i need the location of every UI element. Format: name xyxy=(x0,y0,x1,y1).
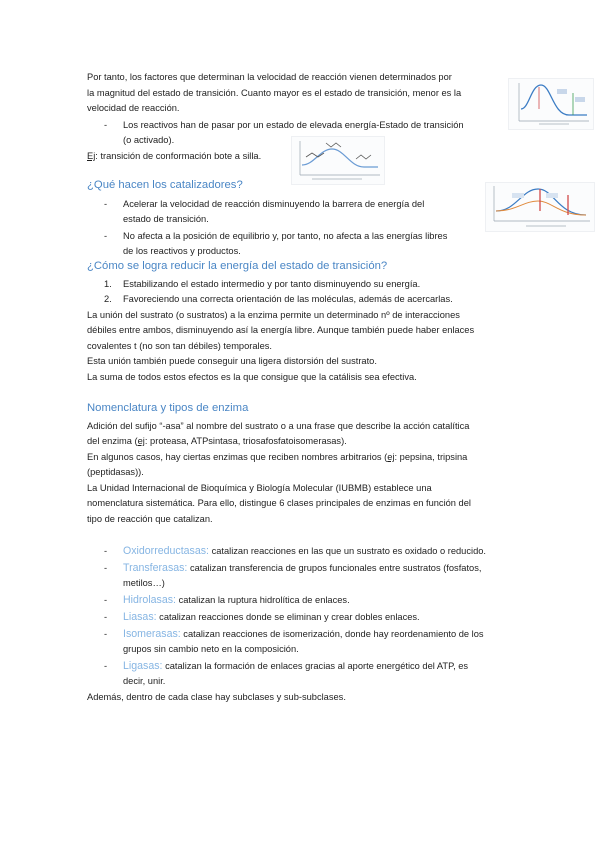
class-name: Ligasas: xyxy=(123,660,163,672)
arbitrary-names-post: : pepsina, tripsina xyxy=(394,452,468,462)
bullet-dash: - xyxy=(104,629,108,639)
iubmb-line-3: tipo de reacción que catalizan. xyxy=(87,514,213,524)
catalysis-energy-graphic xyxy=(486,183,594,231)
figure-boat-chair xyxy=(291,136,385,185)
example-label: Ej xyxy=(87,151,96,161)
binding-line-5: La suma de todos estos efectos es la que consigue que la catálisis sea efectiva. xyxy=(87,372,417,382)
intro-line-2: la magnitud del estado de transición. Cuanto mayor es el estado de transición, menor es la xyxy=(87,88,462,98)
example-boat-chair xyxy=(87,149,261,165)
class-name: Transferasas: xyxy=(123,562,188,574)
ordered-item-1: Estabilizando el estado intermedio y por tanto disminuyendo su energía. xyxy=(123,279,421,289)
example-label: ej xyxy=(387,452,395,462)
nomenclature-line-2 xyxy=(87,434,347,450)
bullet-dash: - xyxy=(104,595,108,605)
transition-state-bullet-line-2: (o activado). xyxy=(123,135,175,145)
catalyst-item-2-line-1: No afecta a la posición de equilibrio y, por tanto, no afecta a las energías libres xyxy=(123,231,448,241)
nomenclature-line-2-post: : proteasa, ATPsintasa, triosafosfatoisomerasas). xyxy=(144,436,347,446)
bullet-dash: - xyxy=(104,661,108,671)
bullet-dash: - xyxy=(104,612,108,622)
transition-state-bullet-line-1: Los reactivos han de pasar por un estado de elevada energía-Estado de transición xyxy=(123,120,464,130)
list-number-1: 1. xyxy=(104,279,112,289)
example-text: : transición de conformación bote a silla. xyxy=(95,151,262,161)
class-name: Hidrolasas: xyxy=(123,594,176,606)
binding-line-3: covalentes t (no son tan débiles) temporales. xyxy=(87,341,273,351)
catalyst-item-1-line-1: Acelerar la velocidad de reacción disminuyendo la barrera de energía del xyxy=(123,199,425,209)
class-hidrolasas xyxy=(123,593,350,609)
catalyst-item-1-line-2: estado de transición. xyxy=(123,214,209,224)
class-liasas xyxy=(123,610,420,626)
nomenclature-line-1: Adición del sufijo “-asa” al nombre del sustrato o a una frase que describe la acción catalítica xyxy=(87,421,470,431)
figure-catalysis-energy xyxy=(485,182,595,232)
class-isomerasas xyxy=(123,627,484,643)
bullet-dash: - xyxy=(104,563,108,573)
bullet-dash: - xyxy=(104,546,108,556)
example-label: ej xyxy=(137,436,145,446)
list-number-2: 2. xyxy=(104,294,112,304)
class-description-continued: grupos sin cambio neto en la composición. xyxy=(123,644,299,654)
arbitrary-names-line-2: (peptidasas)). xyxy=(87,467,144,477)
class-name: Isomerasas: xyxy=(123,628,181,640)
arbitrary-names-line-1 xyxy=(87,450,467,466)
class-description: catalizan la ruptura hidrolítica de enlaces. xyxy=(178,595,350,605)
class-name: Oxidorreductasas: xyxy=(123,545,209,557)
class-description: catalizan transferencia de grupos funcionales entre sustratos (fosfatos, xyxy=(189,563,482,573)
bullet-dash: - xyxy=(104,199,108,209)
intro-line-3: velocidad de reacción. xyxy=(87,103,180,113)
class-description: catalizan la formación de enlaces gracias al aporte energético del ATP, es xyxy=(165,661,469,671)
heading-reduce-transition-energy: ¿Cómo se logra reducir la energía del estado de transición? xyxy=(87,260,388,272)
bullet-dash: - xyxy=(104,231,108,241)
iubmb-line-1: La Unidad Internacional de Bioquímica y Biología Molecular (IUBMB) establece una xyxy=(87,483,432,493)
energy-profile-graphic xyxy=(509,79,593,129)
heading-catalysts: ¿Qué hacen los catalizadores? xyxy=(87,179,243,191)
binding-line-2: débiles entre ambos, disminuyendo así la energía libre. Aunque también puede haber enlaces xyxy=(87,325,475,335)
class-description-continued: decir, unir. xyxy=(123,676,166,686)
class-description: catalizan reacciones donde se eliminan y crear dobles enlaces. xyxy=(159,612,420,622)
class-description: catalizan reacciones en las que un sustrato es oxidado o reducido. xyxy=(211,546,486,556)
closing-line: Además, dentro de cada clase hay subclases y sub-subclases. xyxy=(87,692,346,702)
class-description-continued: metilos…) xyxy=(123,578,165,588)
nomenclature-line-2-pre: del enzima ( xyxy=(87,436,138,446)
heading-nomenclature: Nomenclatura y tipos de enzima xyxy=(87,402,249,414)
binding-line-4: Esta unión también puede conseguir una ligera distorsión del sustrato. xyxy=(87,356,377,366)
class-name: Liasas: xyxy=(123,611,157,623)
catalyst-item-2-line-2: de los reactivos y productos. xyxy=(123,246,241,256)
ordered-item-2: Favoreciendo una correcta orientación de las moléculas, además de acercarlas. xyxy=(123,294,453,304)
boat-chair-graphic xyxy=(292,137,384,184)
figure-energy-profile xyxy=(508,78,594,130)
class-oxidorreductasas xyxy=(123,544,486,560)
intro-line-1: Por tanto, los factores que determinan la velocidad de reacción vienen determinados por xyxy=(87,72,452,82)
class-description: catalizan reacciones de isomerización, donde hay reordenamiento de los xyxy=(183,629,484,639)
class-ligasas xyxy=(123,659,468,675)
binding-line-1: La unión del sustrato (o sustratos) a la enzima permite un determinado nº de interacciones xyxy=(87,310,460,320)
iubmb-line-2: nomenclatura sistemática. Para ello, distingue 6 clases principales de enzimas en función del xyxy=(87,498,471,508)
bullet-dash: - xyxy=(104,120,108,130)
arbitrary-names-pre: En algunos casos, hay ciertas enzimas que reciben nombres arbitrarios ( xyxy=(87,452,388,462)
class-transferasas xyxy=(123,561,481,577)
